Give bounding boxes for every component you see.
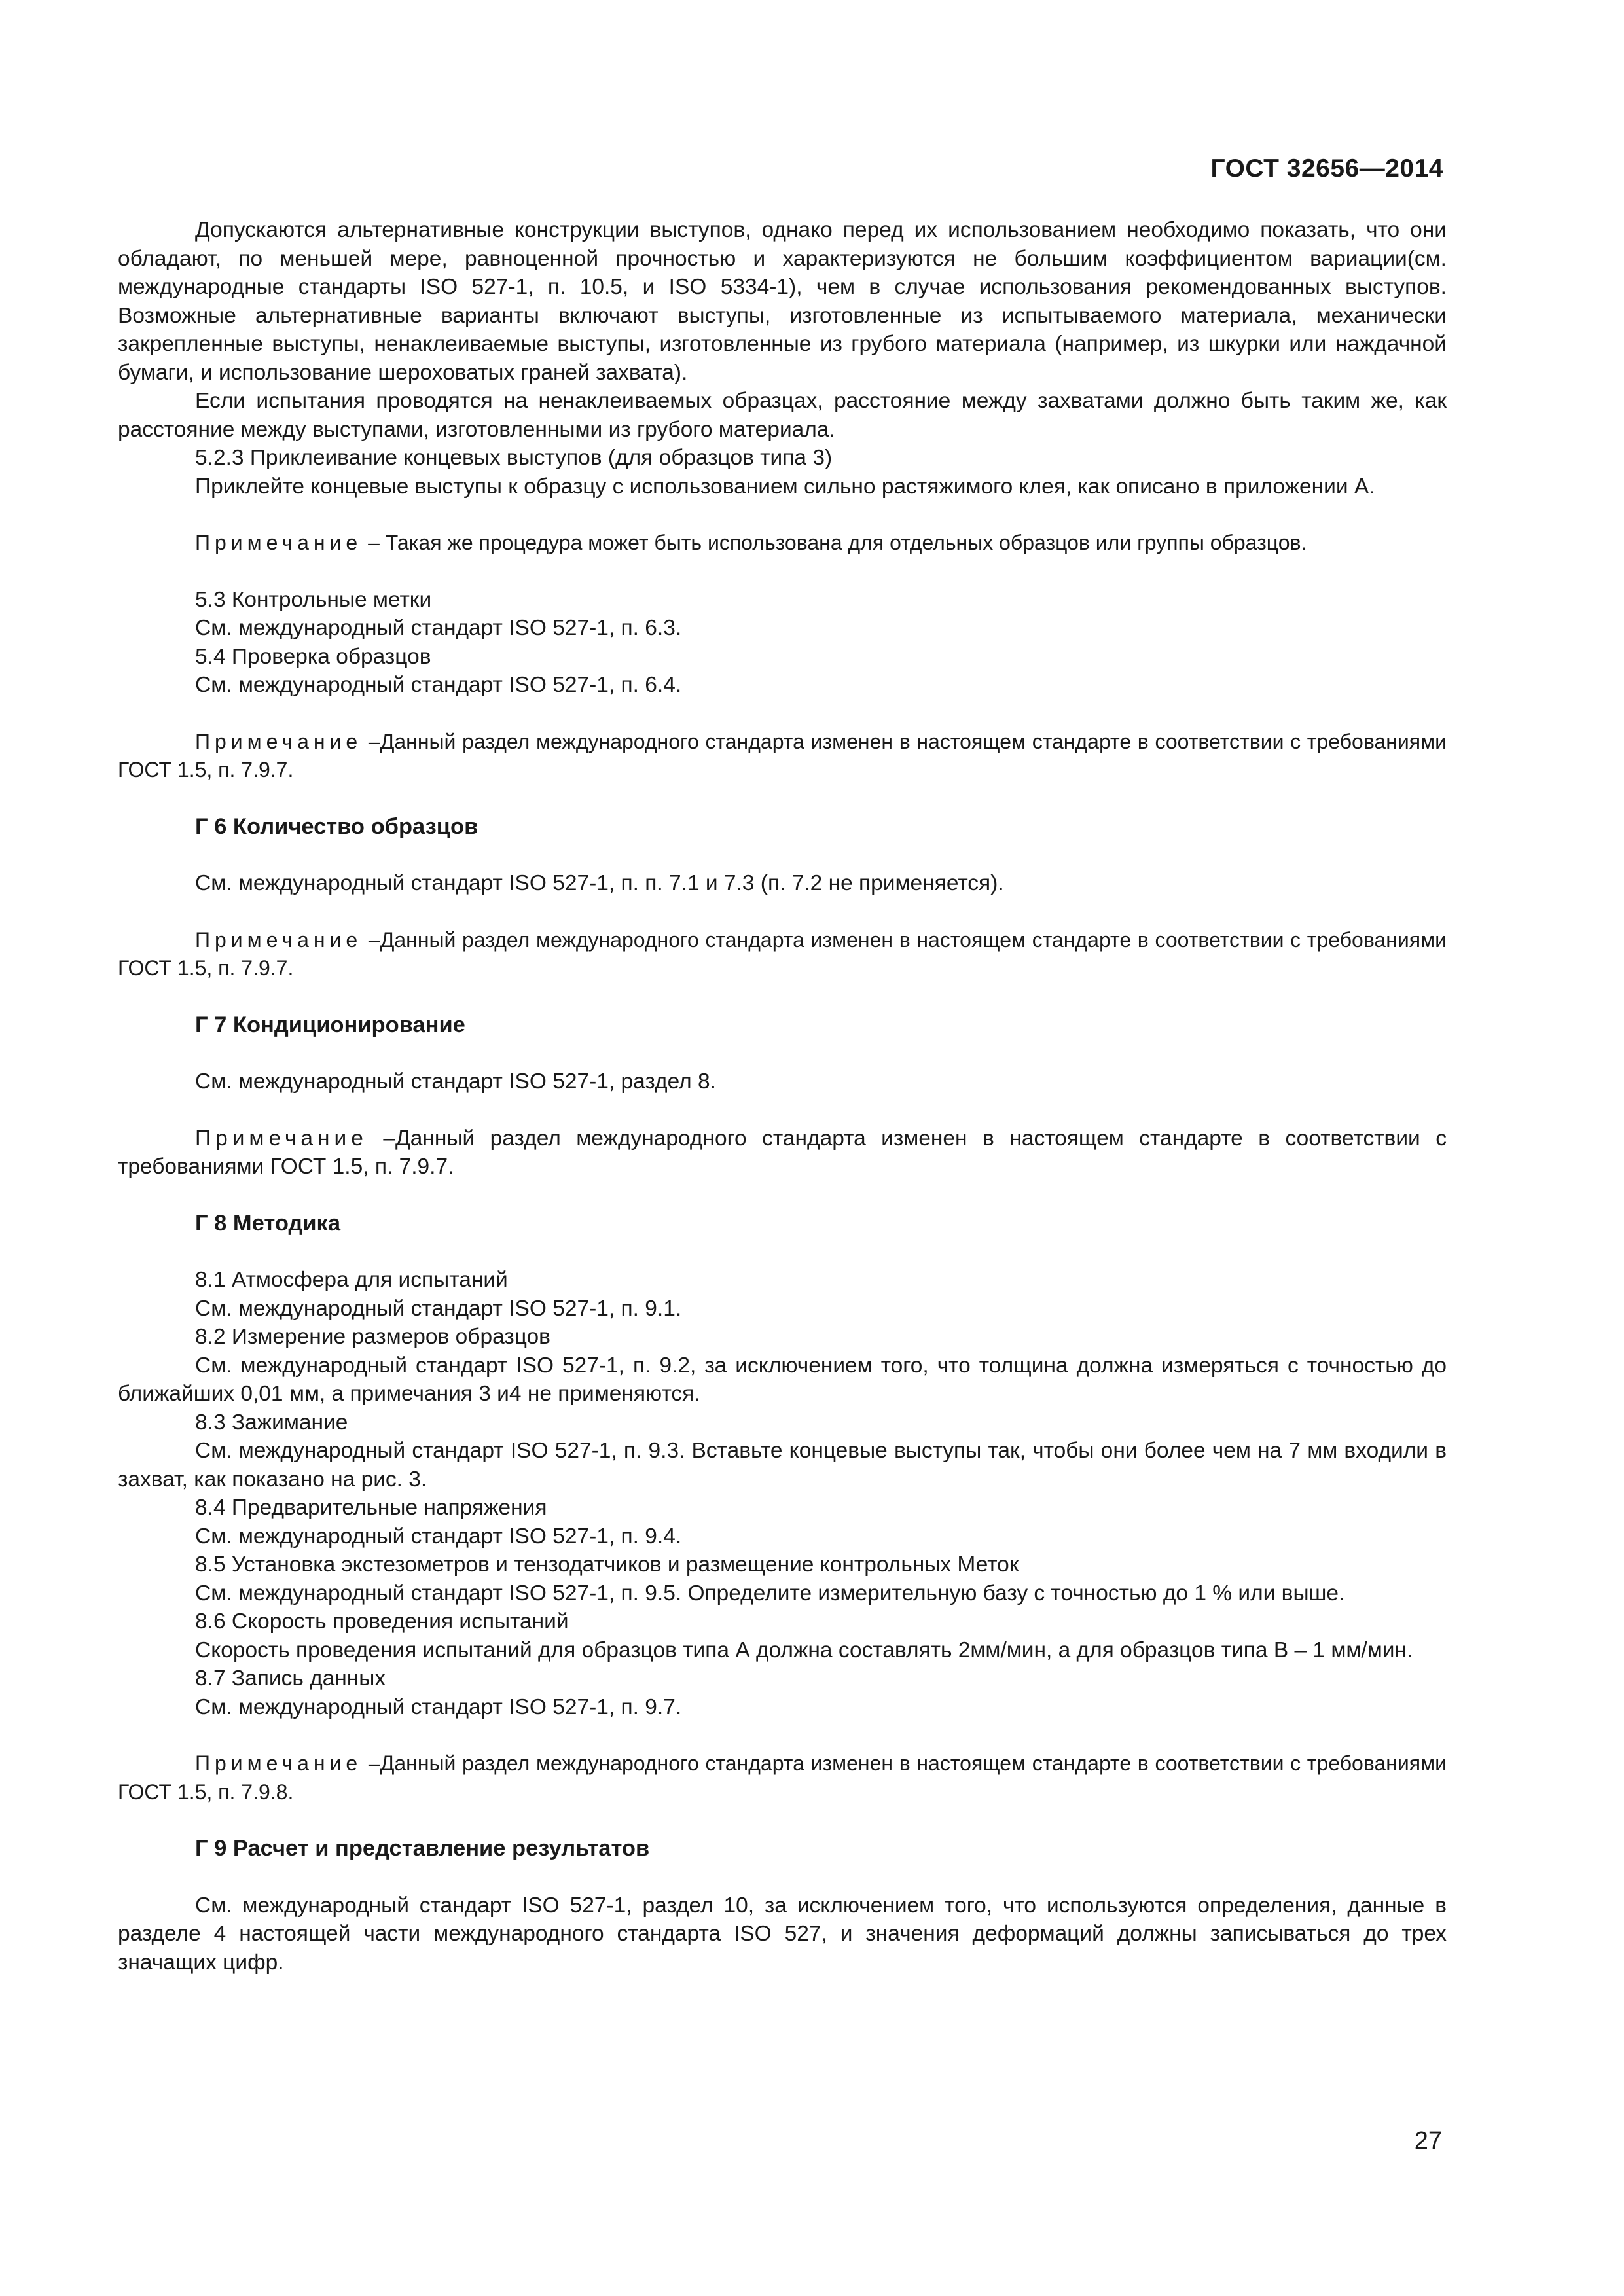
page-number: 27 bbox=[1414, 2127, 1442, 2155]
note-label: Примечание bbox=[195, 1126, 368, 1151]
clause-title: 8.3 Зажимание bbox=[195, 1410, 348, 1435]
note-label: Примечание bbox=[195, 1751, 363, 1775]
paragraph: См. международный стандарт ISO 527-1, раздел 8. bbox=[195, 1069, 716, 1094]
note-dash: – bbox=[368, 531, 380, 554]
clause-title: 5.3 Контрольные метки bbox=[195, 587, 432, 612]
paragraph: См. международный стандарт ISO 527-1, п. 9.2, за исключением того, что толщина должна измеряться с точностью до ближайших 0,01 мм, а примечания 3 и4 не применяются. bbox=[118, 1353, 1447, 1406]
paragraph: Приклейте концевые выступы к образцу с использованием сильно растяжимого клея, как описано в приложении А. bbox=[195, 474, 1375, 499]
note-label: Примечание bbox=[195, 729, 363, 753]
paragraph: См. международный стандарт ISO 527-1, п. 9.1. bbox=[195, 1296, 682, 1321]
paragraph: См. международный стандарт ISO 527-1, раздел 10, за исключением того, что используются определения, данные в разделе 4 настоящей части международного стандарта ISO 527, и значения деформаций должны записываться до трех значащих цифр. bbox=[118, 1893, 1447, 1975]
note-dash: – bbox=[383, 1126, 396, 1151]
note-label: Примечание bbox=[195, 927, 363, 952]
paragraph: См. международный стандарт ISO 527-1, п. 6.3. bbox=[195, 616, 682, 640]
paragraph: Допускаются альтернативные конструкции выступов, однако перед их использованием необходимо показать, что они обладают, по меньшей мере, равноценной прочностью и характеризуются не большим коэффициентом вариации(см. международные стандарты ISO 527-1, п. 10.5, и ISO 5334-1), чем в случае использования рекомендованных выступов. Возможные альтернативные варианты включают выступы, изготовленные из испытываемого материала, механически закрепленные выступы, ненаклеиваемые выступы, изготовленные из грубого материала (например, из шкурки или наждачной бумаги, и использование шероховатых граней захвата). bbox=[118, 218, 1447, 385]
clause-title: 8.4 Предварительные напряжения bbox=[195, 1496, 547, 1520]
paragraph: Скорость проведения испытаний для образцов типа А должна составлять 2мм/мин, а для образцов типа В – 1 мм/мин. bbox=[195, 1638, 1413, 1662]
paragraph: См. международный стандарт ISO 527-1, п. п. 7.1 и 7.3 (п. 7.2 не применяется). bbox=[195, 871, 1004, 895]
paragraph: См. международный стандарт ISO 527-1, п. 9.4. bbox=[195, 1524, 682, 1549]
paragraph: См. международный стандарт ISO 527-1, п. 9.7. bbox=[195, 1695, 682, 1719]
section-heading: Г 8 Методика bbox=[195, 1210, 341, 1236]
paragraph: См. международный стандарт ISO 527-1, п. 9.5. Определите измерительную базу с точностью до 1 % или выше. bbox=[195, 1581, 1345, 1605]
note-dash: – bbox=[368, 1751, 380, 1775]
paragraph: Если испытания проводятся на ненаклеиваемых образцах, расстояние между захватами должно быть таким же, как расстояние между выступами, изготовленными из грубого материала. bbox=[118, 389, 1447, 442]
note-text: Данный раздел международного стандарта изменен в настоящем стандарте в соответствии с требованиями ГОСТ 1.5, п. 7.9.7. bbox=[118, 729, 1447, 781]
note bbox=[118, 1124, 1447, 1181]
note-text: Такая же процедура может быть использована для отдельных образцов или группы образцов. bbox=[385, 531, 1307, 554]
note-dash: – bbox=[368, 729, 380, 753]
note bbox=[118, 529, 1447, 558]
note-dash: – bbox=[368, 927, 380, 952]
section-heading: Г 7 Кондиционирование bbox=[195, 1012, 465, 1037]
clause-title: 8.2 Измерение размеров образцов bbox=[195, 1325, 550, 1349]
clause-title: 8.6 Скорость проведения испытаний bbox=[195, 1609, 569, 1634]
section-heading: Г 9 Расчет и представление результатов bbox=[195, 1836, 650, 1861]
note-text: Данный раздел международного стандарта изменен в настоящем стандарте в соответствии с требованиями ГОСТ 1.5, п. 7.9.7. bbox=[118, 1126, 1447, 1179]
clause-title: 8.7 Запись данных bbox=[195, 1666, 386, 1691]
note-text: Данный раздел международного стандарта изменен в настоящем стандарте в соответствии с требованиями ГОСТ 1.5, п. 7.9.8. bbox=[118, 1751, 1447, 1804]
clause-title: 8.5 Установка экстезометров и тензодатчиков и размещение контрольных Меток bbox=[195, 1552, 1019, 1577]
paragraph: См. международный стандарт ISO 527-1, п. 9.3. Вставьте концевые выступы так, чтобы они более чем на 7 мм входили в захват, как показано на рис. 3. bbox=[118, 1439, 1447, 1492]
note bbox=[118, 926, 1447, 983]
note-label: Примечание bbox=[195, 531, 363, 554]
note-text: Данный раздел международного стандарта изменен в настоящем стандарте в соответствии с требованиями ГОСТ 1.5, п. 7.9.7. bbox=[118, 927, 1447, 980]
note bbox=[118, 728, 1447, 785]
paragraph: См. международный стандарт ISO 527-1, п. 6.4. bbox=[195, 673, 682, 697]
clause-title: 5.4 Проверка образцов bbox=[195, 644, 431, 669]
clause-title: 8.1 Атмосфера для испытаний bbox=[195, 1268, 508, 1292]
document-code-header: ГОСТ 32656—2014 bbox=[1210, 154, 1443, 183]
section-heading: Г 6 Количество образцов bbox=[195, 814, 478, 839]
note bbox=[118, 1749, 1447, 1806]
document-body bbox=[118, 216, 1447, 1977]
clause-title: 5.2.3 Приклеивание концевых выступов (для образцов типа 3) bbox=[195, 446, 833, 470]
